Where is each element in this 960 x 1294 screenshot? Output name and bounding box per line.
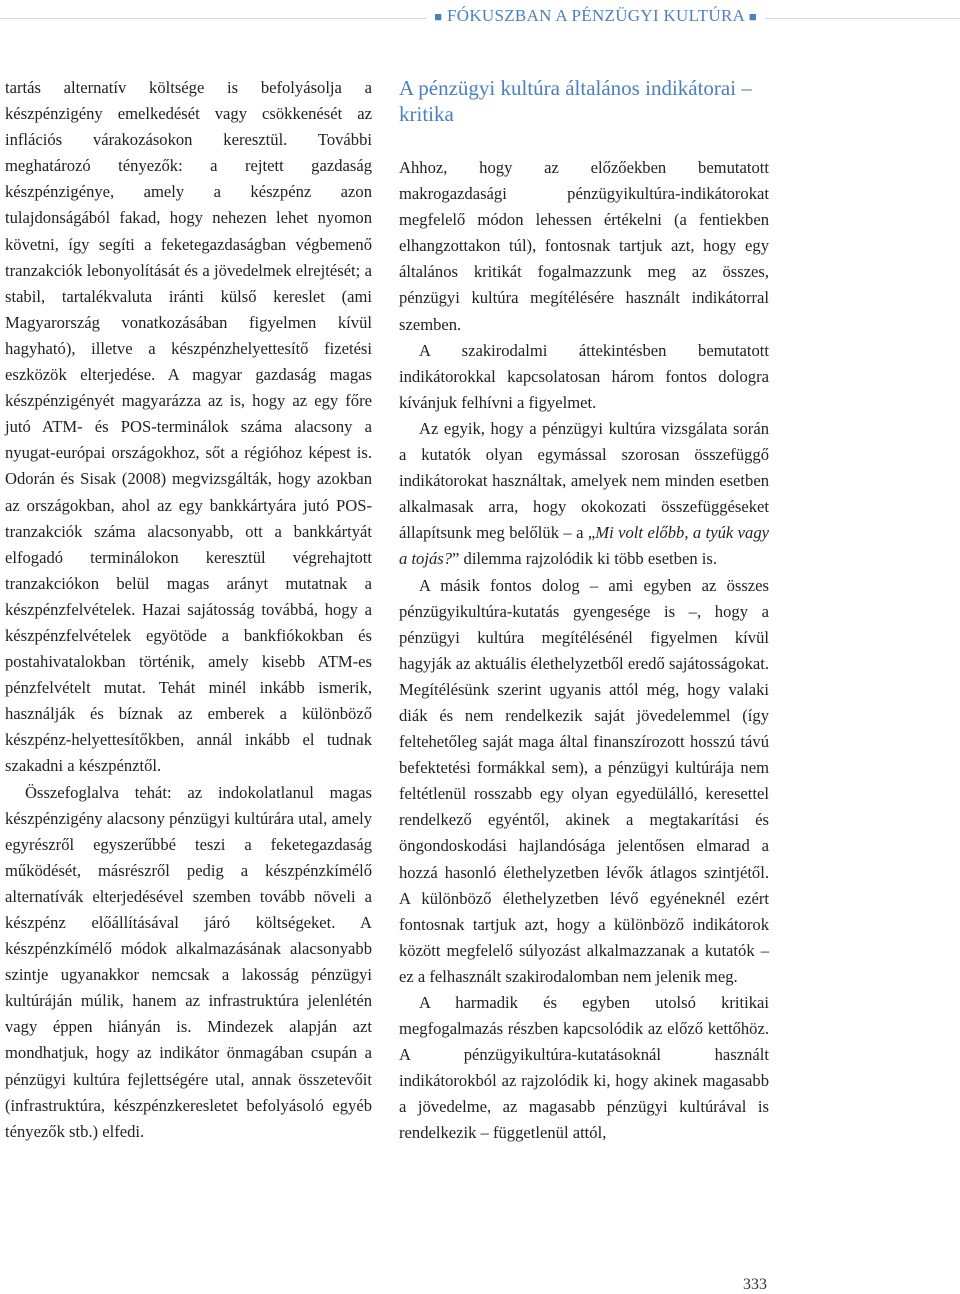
running-header bbox=[0, 4, 960, 28]
header-title: FÓKUSZBAN A PÉNZÜGYI KULTÚRA bbox=[447, 6, 745, 25]
paragraph-text: ” dilemma rajzolódik ki több esetben is. bbox=[452, 549, 717, 569]
square-bullet-icon: ■ bbox=[434, 9, 443, 24]
body-paragraph: Összefoglalva tehát: az indokolatlanul magas készpénzigény alacsony pénzügyi kultúrára utal, amely egyrészről egyszerűbbé teszi a feketegazdaság működését, másrészről pedig a készpénzkímélő alternatívák elterjedésével szemben tovább növeli a készpénz előállításával járó költségeket. A készpénzkímélő módok alkalmazásának alacsonyabb szintje ugyanakkor nemcsak a lakosság pénzügyi kultúráján múlik, hanem az infrastruktúra jelenlétén vagy éppen hiányán is. Mindezek alapján azt mondhatjuk, hogy az indikátor önmagában csupán a pénzügyi kultúra fejlettségére utal, annak összetevőit (infrastruktúra, készpénzkeresletet befolyásoló egyéb tényezők stb.) elfedi. bbox=[5, 782, 372, 1141]
italic-quote: Mi volt előbb, a tyúk vagy a tojás? bbox=[399, 523, 769, 569]
body-paragraph: A szakirodalmi áttekintésben bemutatott indikátorokkal kapcsolatosan három fontos dologra kívánjuk felhívni a figyelmet. bbox=[399, 340, 769, 412]
page-number: 333 bbox=[743, 1276, 767, 1293]
body-paragraph: tartás alternatív költsége is befolyásolja a készpénzigény emelkedését vagy csökkenését az inflációs várakozásokon keresztül. További meghatározó tényezők: a rejtett gazdaság készpénzigénye, amely a készpénz azon tulajdonságából fakad, hogy nehezen lehet nyomon követni, így segíti a feketegazdaságban végbemenő tranzakciók lebonyolítását és a jövedelmek elrejtését; a stabil, tartalékvaluta iránti külső kereslet (ami Magyarország vonatkozásában figyelmen kívül hagyható), illetve a készpénzhelyettesítő fizetési eszközök elterjedése. A magyar gazdaság magas készpénzigényét magyarázza az is, hogy az egy főre jutó ATM- és POS-terminálok száma alacsony a nyugat-európai országokhoz, sőt a régióhoz képest is. Odorán és Sisak (2008) megvizsgálták, hogy azokban az országokban, ahol az egy bankkártyára jutó POS-tranzakciók száma alacsonyabb, ott a bankkártyát elfogadó terminálokon keresztül végrehajtott tranzakciókon belül magas arányt mutatnak a készpénzfelvételek. Hazai sajátosság továbbá, hogy a készpénzfelvételek egyötöde a bankfiókokban és postahivatalokban történik, amely kisebb ATM-es pénzfelvételt mutat. Tehát minél inkább ismerik, használják és bíznak az emberek a különböző készpénz-helyettesítőkben, annál inkább el tudnak szakadni a készpénztől. bbox=[5, 78, 372, 776]
left-column bbox=[5, 75, 372, 1145]
body-paragraph: A harmadik és egyben utolsó kritikai megfogalmazás részben kapcsolódik az előző kettőhöz. A pénzügyikultúra-kutatásoknál használt indikátorokból az rajzolódik ki, hogy akinek magasabb a jövedelme, az magasabb pénzügyi kultúrával is rendelkezik – függetlenül attól, bbox=[399, 993, 769, 1143]
body-paragraph: Ahhoz, hogy az előzőekben bemutatott makrogazdasági pénzügyikultúra-indikátorokat megfelelő módon lehessen értékelni (a fentiekben elhangzottakon túl), fontosnak tartjuk azt, hogy egy általános kritikát fogalmazzunk meg az összes, pénzügyi kultúra megítélésére használt indikátorral szemben. bbox=[399, 158, 769, 334]
body-paragraph: A másik fontos dolog – ami egyben az összes pénzügyikultúra-kutatás gyengesége is –, hogy a pénzügyi kultúra megítélésénél figyelmen kívül hagyják az aktuális élethelyzetből eredő sajátosságokat. Megítélésünk szerint ugyanis attól még, hogy valaki diák és nem rendelkezik saját jövedelemmel (így feltehetőleg saját maga által finanszírozott hosszú távú befektetési formákkal sem), a pénzügyi kultúrája nem feltétlenül rosszabb egy olyan egyedülálló, keresettel rendelkező egyéntől, akinek a megtakarítási és öngondoskodási hajlandósága jelentősen elmarad a hozzá hasonló élethelyzetben lévők átlagos szintjétől. A különböző élethelyzetben lévő egyéneknél ezért fontosnak tartjuk azt, hogy a különböző indikátorok között megfelelő súlyozást alkalmazzanak a kutatók – ez a felhasznált szakirodalomban nem jelenik meg. bbox=[399, 575, 769, 986]
square-bullet-icon: ■ bbox=[748, 9, 757, 24]
header-title-box bbox=[426, 6, 765, 26]
right-column bbox=[399, 75, 769, 1147]
paragraph-text: Az egyik, hogy a pénzügyi kultúra vizsgálata során a kutatók olyan egymással szorosan összefüggő indikátorokat használtak, amelyek nem minden esetben alkalmasak arra, hogy okokozati összefüggéseket állapítsunk meg belőlük – a „ bbox=[399, 418, 769, 543]
body-paragraph bbox=[399, 416, 769, 573]
section-heading: A pénzügyi kultúra általános indikátorai – kritika bbox=[399, 76, 752, 126]
